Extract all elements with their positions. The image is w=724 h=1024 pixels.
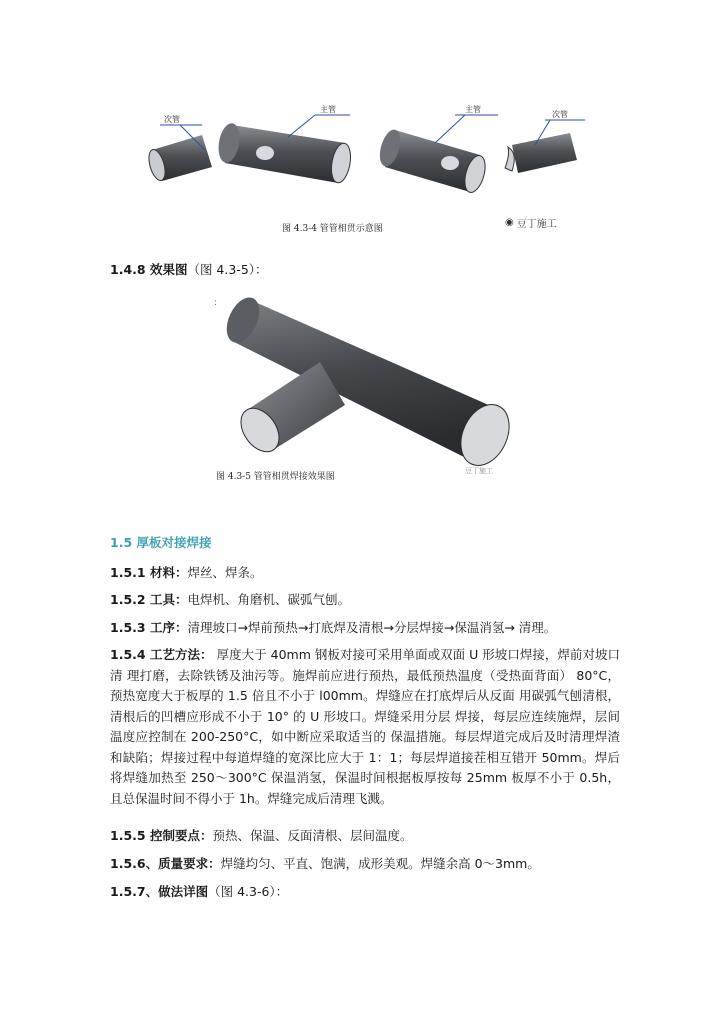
label-branch-right: 次管 [552, 110, 568, 119]
item-label: 1.5.4 工艺方法： [110, 647, 213, 662]
item-1-5-1 [110, 563, 616, 581]
figure-caption-4-3-4: 图 4.3-4 管管相贯示意图 [282, 224, 383, 234]
item-text: 预热、保温、反面清根、层间温度。 [212, 828, 413, 843]
item-1-5-6 [110, 854, 616, 872]
item-label: 1.5.2 工具： [110, 592, 188, 607]
item-text: 厚度大于 40mm 钢板对接可采用单面或双面 U 形坡口焊接，焊前对坡口清 理打磨，去除铁锈及油污等。施焊前应进行预热，最低预热温度（受热面背面） 80°C，预热宽度大于板厚的 1.5 倍且不小于 l00mm。焊缝应在打底焊后从反面 用碳弧气刨清根，清根后的凹槽应形成不小于 10° 的 U 形坡口。焊缝采用分层 焊接，每层应连续施焊，层间温度应控制在 200-250°C，如中断应采取适当的 保温措施。每层焊道完成后及时清理焊渣和缺陷；焊接过程中每道焊缝的宽深比应大于 1：1；每层焊道接茬相互错开 50mm。焊后将焊缝加热至 250～300°C 保温消氢，保温时间根据板厚按每 25mm 板厚不小于 0.5h，且总保温时间不得小于 1h。焊缝完成后清理飞溅。 [110, 647, 620, 806]
item-label: 1.5.5 控制要点： [110, 828, 213, 843]
branch-pipe-left [146, 135, 212, 182]
label-main-right: 主管 [465, 105, 481, 114]
figure-marker: : [214, 298, 218, 308]
item-text: 清理坡口→焊前预热→打底焊及清根→分层焊接→保温消氢→ 清理。 [187, 620, 557, 635]
watermark-logo-icon: ◉ [505, 217, 514, 228]
section-1-4-8-heading [110, 260, 268, 278]
item-label: 1.5.3 工序： [110, 620, 188, 635]
item-label: 1.5.7、做法详图 [110, 884, 209, 899]
section-1-5-title: 1.5 厚板对接焊接 [110, 535, 212, 550]
item-text: 焊缝均匀、平直、饱满，成形美观。焊缝余高 0～3mm。 [220, 856, 540, 871]
item-1-5-5 [110, 826, 616, 844]
main-pipe-right [376, 127, 489, 194]
watermark-2: 豆丁施工 [465, 467, 493, 475]
heading-text: 1.4.8 效果图 [110, 262, 188, 277]
label-branch-left: 次管 [164, 115, 180, 124]
item-1-5-2 [110, 590, 616, 608]
item-label: 1.5.1 材料： [110, 565, 188, 580]
figure-4-3-5 [225, 290, 515, 470]
watermark-text: 豆丁施工 [516, 219, 557, 230]
item-text: （图 4.3-6）： [208, 884, 289, 899]
figure-ref: （图 4.3-5）： [187, 262, 268, 277]
main-pipe-left [216, 122, 354, 185]
item-text: 焊丝、焊条。 [187, 565, 263, 580]
item-1-5-7 [110, 882, 616, 900]
figure-caption-4-3-5: 图 4.3-5 管管相贯焊接效果图 [216, 472, 335, 482]
branch-pipe-right [505, 133, 577, 173]
watermark-1 [505, 215, 557, 230]
label-main-left: 主管 [320, 105, 336, 114]
branch-pipe [233, 362, 345, 459]
item-1-5-4 [110, 645, 620, 809]
item-text: 电焊机、角磨机、碳弧气刨。 [187, 592, 350, 607]
item-1-5-3 [110, 618, 616, 636]
item-label: 1.5.6、质量要求： [110, 856, 221, 871]
